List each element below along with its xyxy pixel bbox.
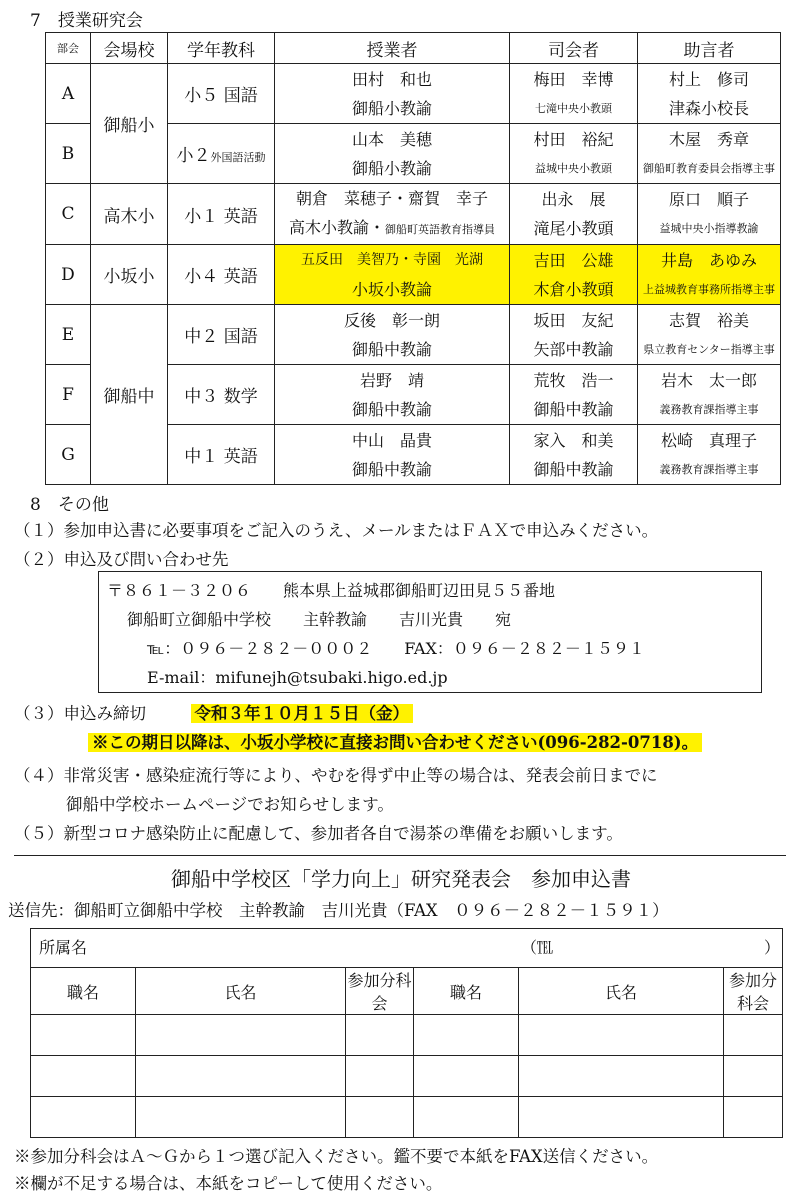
col-group-2: 参加分科会 [724, 968, 783, 1015]
bukai-cell: E [46, 305, 91, 365]
col-group: 参加分科会 [346, 968, 414, 1015]
affiliation-row[interactable] [31, 929, 783, 968]
entry-cell[interactable] [519, 1056, 724, 1097]
form-entry-row [31, 1056, 783, 1097]
advisor-cell: 木屋 秀章 御船町教育委員会指導主事 [638, 124, 781, 184]
note-item-3 [14, 700, 413, 724]
col-name-2: 氏名 [519, 968, 724, 1015]
send-to: 送信先：御船町立御船中学校 主幹教諭 吉川光貴（FAX ０９６－２８２－１５９１） [8, 901, 669, 920]
form-entry-row [31, 1015, 783, 1056]
deadline-date: 令和３年１０月１５日（金） [191, 704, 414, 723]
venue-cell: 御船小 [91, 64, 168, 184]
entry-cell[interactable] [136, 1097, 346, 1138]
table-row [46, 305, 781, 365]
col-header-grade: 学年教科 [168, 33, 275, 64]
note-item-4: （４）非常災害・感染症流行等により、やむを得ず中止等の場合は、発表会前日までに [14, 766, 658, 785]
col-header-bukai: 部会 [46, 33, 91, 64]
tel-close: ） [764, 938, 781, 957]
grade-cell: 中２ 国語 [168, 305, 275, 365]
entry-cell[interactable] [414, 1015, 519, 1056]
teacher-cell: 朝倉 菜穂子・齋賀 幸子 高木小教諭・御船町英語教育指導員 [275, 184, 510, 245]
mc-cell: 家入 和美 御船中教諭 [510, 425, 638, 485]
contact-box [98, 571, 762, 693]
bukai-cell: C [46, 184, 91, 245]
advisor-cell: 井島 あゆみ 上益城教育事務所指導主事 [638, 245, 781, 305]
contact-email: E-mail：mifunejh@tsubaki.higo.ed.jp [147, 668, 448, 687]
mc-cell: 坂田 友紀 矢部中教諭 [510, 305, 638, 365]
col-name: 氏名 [136, 968, 346, 1015]
entry-cell[interactable] [724, 1015, 783, 1056]
venue-cell: 小坂小 [91, 245, 168, 305]
contact-phone-fax: ℡：０９６－２８２－０００２ FAX：０９６－２８２－１５９１ [147, 639, 645, 658]
divider [14, 855, 786, 856]
tel-label: （℡ [521, 938, 554, 957]
entry-cell[interactable] [346, 1015, 414, 1056]
teacher-cell: 山本 美穂 御船小教諭 [275, 124, 510, 184]
entry-cell[interactable] [414, 1056, 519, 1097]
grade-cell: 小１ 英語 [168, 184, 275, 245]
entry-cell[interactable] [724, 1056, 783, 1097]
section-8-title: 8 その他 [30, 495, 109, 515]
mc-cell: 村田 裕紀 益城中央小教頭 [510, 124, 638, 184]
teacher-cell: 中山 晶貴 御船中教諭 [275, 425, 510, 485]
entry-cell[interactable] [31, 1097, 136, 1138]
entry-cell[interactable] [346, 1097, 414, 1138]
col-position-2: 職名 [414, 968, 519, 1015]
entry-cell[interactable] [519, 1015, 724, 1056]
contact-address: 〒８６１－３２０６ 熊本県上益城郡御船町辺田見５５番地 [107, 581, 556, 600]
bukai-cell: G [46, 425, 91, 485]
mc-cell: 吉田 公雄 木倉小教頭 [510, 245, 638, 305]
advisor-cell: 松崎 真理子 義務教育課指導主事 [638, 425, 781, 485]
table-row [46, 64, 781, 124]
col-header-advisor: 助言者 [638, 33, 781, 64]
deadline-note: ※この期日以降は、小坂小学校に直接お問い合わせください(096-282-0718)。 [88, 729, 702, 753]
mc-cell: 梅田 幸博 七滝中央小教頭 [510, 64, 638, 124]
grade-cell: 小５ 国語 [168, 64, 275, 124]
form-title: 御船中学校区「学力向上」研究発表会 参加申込書 [171, 867, 631, 891]
entry-cell[interactable] [346, 1056, 414, 1097]
advisor-cell: 志賀 裕美 県立教育センター指導主事 [638, 305, 781, 365]
affiliation-label: 所属名 [39, 938, 88, 957]
lesson-study-table [45, 32, 781, 485]
entry-cell[interactable] [414, 1097, 519, 1138]
entry-cell[interactable] [519, 1097, 724, 1138]
advisor-cell: 村上 修司 津森小校長 [638, 64, 781, 124]
mc-cell: 出永 展 滝尾小教頭 [510, 184, 638, 245]
entry-cell[interactable] [724, 1097, 783, 1138]
note-item-2: （２）申込及び問い合わせ先 [14, 550, 229, 569]
form-header-row [31, 968, 783, 1015]
form-note-2: ※欄が不足する場合は、本紙をコピーして使用ください。 [14, 1174, 443, 1193]
table-row [46, 184, 781, 245]
note-item-4-cont: 御船中学校ホームページでお知らせします。 [66, 795, 394, 814]
grade-cell: 中１ 英語 [168, 425, 275, 485]
entry-cell[interactable] [31, 1015, 136, 1056]
col-header-venue: 会場校 [91, 33, 168, 64]
entry-cell[interactable] [136, 1056, 346, 1097]
col-header-mc: 司会者 [510, 33, 638, 64]
entry-cell[interactable] [136, 1015, 346, 1056]
mc-cell: 荒牧 浩一 御船中教諭 [510, 365, 638, 425]
bukai-cell: B [46, 124, 91, 184]
bukai-cell: D [46, 245, 91, 305]
advisor-cell: 原口 順子 益城中央小指導教諭 [638, 184, 781, 245]
note-item-5: （５）新型コロナ感染防止に配慮して、参加者各自で湯茶の準備をお願いします。 [14, 824, 623, 843]
table-row [46, 245, 781, 305]
note-item-1: （１）参加申込書に必要事項をご記入のうえ、メールまたはＦＡＸで申込みください。 [14, 521, 659, 540]
venue-cell: 御船中 [91, 305, 168, 485]
teacher-cell: 反後 彰一朗 御船中教諭 [275, 305, 510, 365]
contact-recipient: 御船町立御船中学校 主幹教諭 吉川光貴 宛 [127, 610, 512, 629]
application-form-table [30, 928, 783, 1138]
section-7-title: 7 授業研究会 [30, 11, 143, 31]
bukai-cell: A [46, 64, 91, 124]
grade-cell: 小２外国語活動 [168, 124, 275, 184]
grade-cell: 小４ 英語 [168, 245, 275, 305]
col-position: 職名 [31, 968, 136, 1015]
form-entry-row [31, 1097, 783, 1138]
teacher-cell: 岩野 靖 御船中教諭 [275, 365, 510, 425]
bukai-cell: F [46, 365, 91, 425]
col-header-teacher: 授業者 [275, 33, 510, 64]
grade-cell: 中３ 数学 [168, 365, 275, 425]
entry-cell[interactable] [31, 1056, 136, 1097]
form-note-1: ※参加分科会はＡ～Ｇから１つ選び記入ください。鑑不要で本紙をFAX送信ください。 [14, 1147, 659, 1166]
teacher-cell: 田村 和也 御船小教諭 [275, 64, 510, 124]
deadline-label: （３）申込み締切 [14, 704, 146, 723]
table-header-row [46, 33, 781, 64]
venue-cell: 高木小 [91, 184, 168, 245]
teacher-cell: 五反田 美智乃・寺園 光湖 小坂小教論 [275, 245, 510, 305]
advisor-cell: 岩木 太一郎 義務教育課指導主事 [638, 365, 781, 425]
